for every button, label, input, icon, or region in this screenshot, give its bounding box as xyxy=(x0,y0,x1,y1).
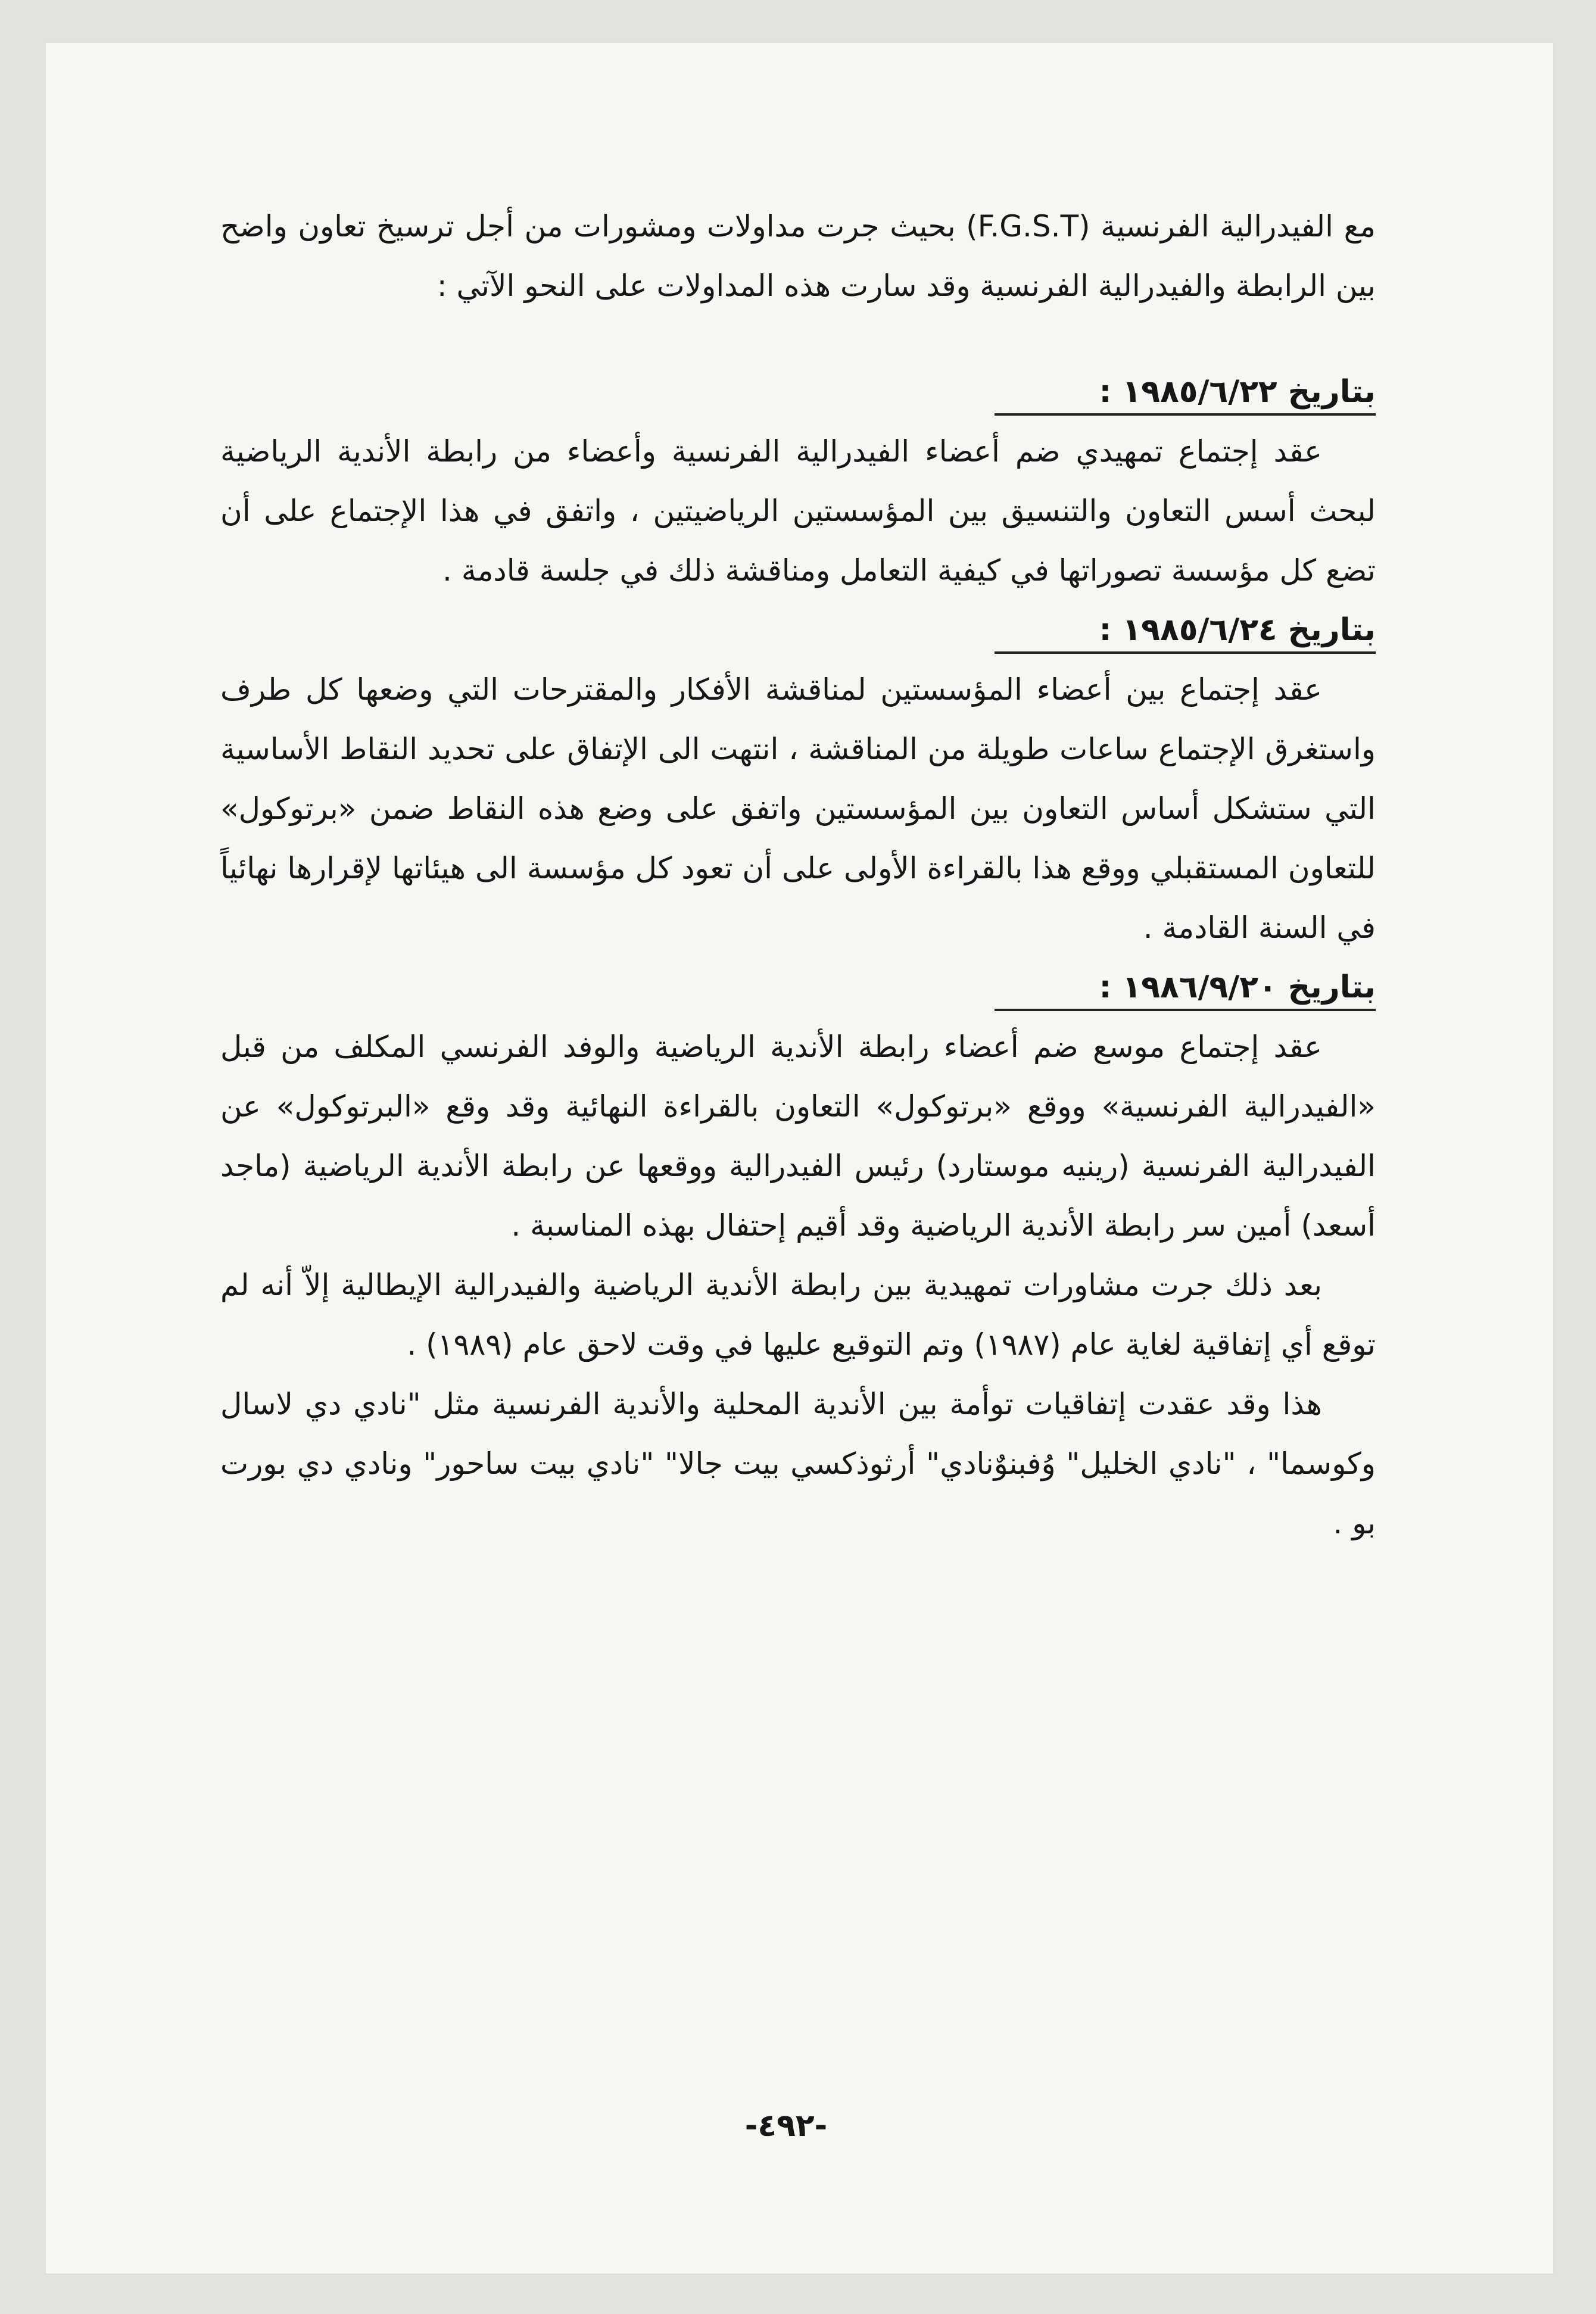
date-heading-1985-06-22: بتاريخ ١٩٨٥/٦/٢٢ : xyxy=(220,362,1376,422)
document-body xyxy=(220,197,1376,1553)
page-number: -٤٩٢- xyxy=(744,2108,828,2144)
intro-paragraph: مع الفيدرالية الفرنسية (F.G.S.T) بحيث جرت مداولات ومشورات من أجل ترسيخ تعاون واضح بين الرابطة والفيدرالية الفرنسية وقد سارت هذه المداولات على النحو الآتي : xyxy=(220,209,1376,303)
paragraph-italian-federation: بعد ذلك جرت مشاورات تمهيدية بين رابطة الأندية الرياضية والفيدرالية الإيطالية إلاّ أنه لم توقع أي إتفاقية لغاية عام (١٩٨٧) وتم التوقيع عليها في وقت لاحق عام (١٩٨٩) . xyxy=(220,1268,1376,1362)
paragraph-1985-06-24: عقد إجتماع بين أعضاء المؤسستين لمناقشة الأفكار والمقترحات التي وضعها كل طرف واستغرق الإجتماع ساعات طويلة من المناقشة ، انتهت الى الإتفاق على تحديد النقاط الأساسية التي ستشكل أساس التعاون بين المؤسستين واتفق على وضع هذه النقاط ضمن «برتوكول» للتعاون المستقبلي ووقع هذا بالقراءة الأولى على أن تعود كل مؤسسة الى هيئاتها لإقرارها نهائياً في السنة القادمة . xyxy=(220,672,1376,945)
date-heading-1986-09-20: بتاريخ ١٩٨٦/٩/٢٠ : xyxy=(220,958,1376,1017)
paragraph-1985-06-22: عقد إجتماع تمهيدي ضم أعضاء الفيدرالية الفرنسية وأعضاء من رابطة الأندية الرياضية لبحث أسس التعاون والتنسيق بين المؤسستين الرياضيتين ، واتفق في هذا الإجتماع على أن تضع كل مؤسسة تصوراتها في كيفية التعامل ومناقشة ذلك في جلسة قادمة . xyxy=(220,434,1376,588)
paragraph-twinning-agreements: هذا وقد عقدت إتفاقيات توأمة بين الأندية المحلية والأندية الفرنسية مثل "نادي دي لاسال وكوسما" ، "نادي الخليل" وُفبنوٌنادي" أرثوذكسي بيت جالا" "نادي بيت ساحور" ونادي دي بورت بو . xyxy=(220,1387,1376,1540)
paragraph-1986-09-20: عقد إجتماع موسع ضم أعضاء رابطة الأندية الرياضية والوفد الفرنسي المكلف من قبل «الفيدرالية الفرنسية» ووقع «برتوكول» التعاون بالقراءة النهائية وقد وقع «البرتوكول» عن الفيدرالية الفرنسية (رينيه موستارد) رئيس الفيدرالية ووقعها عن رابطة الأندية الرياضية (ماجد أسعد) أمين سر رابطة الأندية الرياضية وقد أقيم إحتفال بهذه المناسبة . xyxy=(220,1030,1376,1243)
date-heading-1985-06-24: بتاريخ ١٩٨٥/٦/٢٤ : xyxy=(220,600,1376,660)
